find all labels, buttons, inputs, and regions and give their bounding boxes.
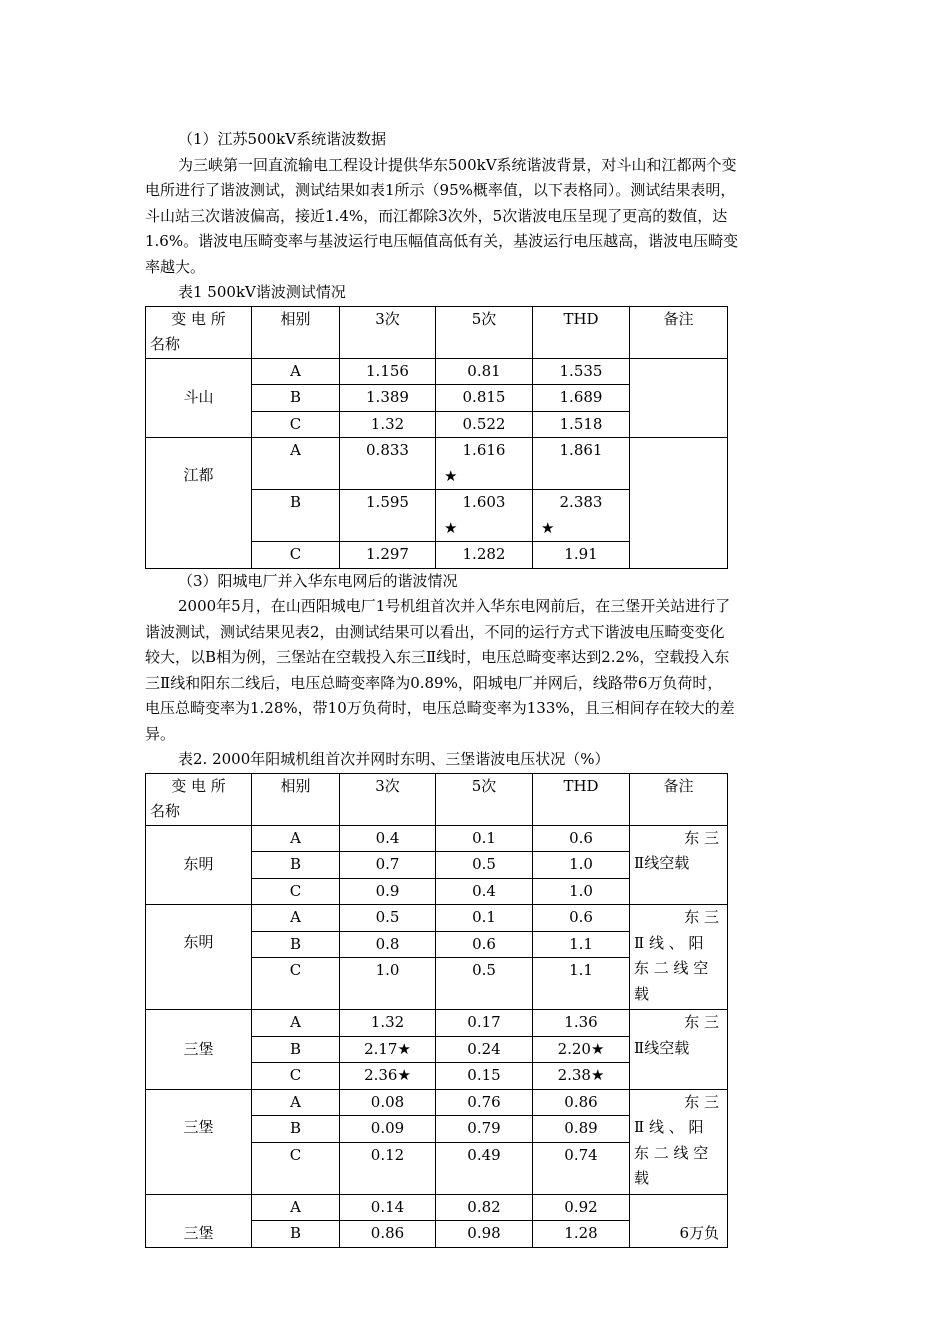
remark-cell: 东 三 Ⅱ 线 、 阳 东 二 线 空 载: [630, 905, 728, 1010]
section1-para-line: 斗山站三次谐波偏高，接近1.4%，而江都除3次外，5次谐波电压呈现了更高的数值，达: [145, 206, 728, 225]
header-phase: 相别: [252, 306, 340, 358]
thd-cell: 1.1: [533, 931, 630, 958]
table-row: [146, 825, 728, 852]
h3-cell: 0.8: [340, 931, 436, 958]
h5-cell: 0.5: [436, 852, 533, 879]
station-name: 江都: [146, 438, 252, 569]
phase-cell: A: [252, 1010, 340, 1037]
thd-cell: 0.89: [533, 1116, 630, 1143]
station-name: 三堡: [146, 1010, 252, 1090]
h5-cell: 0.81: [436, 358, 533, 385]
thd-cell: 2.383 ★: [533, 490, 630, 542]
header-5th: 5次: [436, 773, 533, 825]
thd-cell: 1.0: [533, 852, 630, 879]
table-header-row: [146, 306, 728, 358]
phase-cell: C: [252, 958, 340, 1010]
phase-cell: B: [252, 385, 340, 412]
h3-cell: 1.297: [340, 542, 436, 569]
h5-cell: 1.603 ★: [436, 490, 533, 542]
thd-cell: 0.6: [533, 825, 630, 852]
h5-cell: 0.815: [436, 385, 533, 412]
remark-cell: 东 三 Ⅱ线空载: [630, 1010, 728, 1090]
remark-cell: 东 三 Ⅱ 线 、 阳 东 二 线 空 载: [630, 1089, 728, 1194]
h3-cell: 0.14: [340, 1194, 436, 1221]
station-name: 三堡: [146, 1089, 252, 1194]
thd-cell: 2.38★: [533, 1063, 630, 1090]
section3-para-line: 电压总畸变率为1.28%，带10万负荷时，电压总畸变率为133%，且三相间存在较大的差: [145, 699, 735, 717]
h3-cell: 1.389: [340, 385, 436, 412]
table-row: [146, 438, 728, 490]
phase-cell: B: [252, 490, 340, 542]
h5-cell: 0.1: [436, 825, 533, 852]
header-station-name: 变 电 所 名称: [146, 773, 252, 825]
h5-cell: 0.17: [436, 1010, 533, 1037]
header-remark: 备注: [630, 773, 728, 825]
table-row: [146, 1089, 728, 1116]
phase-cell: A: [252, 1194, 340, 1221]
phase-cell: A: [252, 438, 340, 490]
table-header-row: [146, 773, 728, 825]
h3-cell: 0.9: [340, 878, 436, 905]
thd-cell: 0.6: [533, 905, 630, 932]
phase-cell: A: [252, 825, 340, 852]
h3-cell: 0.12: [340, 1142, 436, 1194]
table1: [145, 306, 728, 569]
h5-cell: 0.4: [436, 878, 533, 905]
header-thd: THD: [533, 306, 630, 358]
thd-cell: 1.689: [533, 385, 630, 412]
phase-cell: C: [252, 1063, 340, 1090]
h3-cell: 0.4: [340, 825, 436, 852]
remark-cell: [630, 438, 728, 569]
thd-cell: 0.86: [533, 1089, 630, 1116]
phase-cell: B: [252, 1221, 340, 1248]
h3-cell: 2.17★: [340, 1036, 436, 1063]
star-mark: ★: [444, 518, 458, 537]
thd-cell: 1.0: [533, 878, 630, 905]
h5-cell: 0.1: [436, 905, 533, 932]
phase-cell: A: [252, 1089, 340, 1116]
section3-para-line: 较大，以B相为例，三堡站在空载投入东三Ⅱ线时，电压总畸变率达到2.2%，空载投入东: [145, 648, 730, 666]
h5-cell: 0.76: [436, 1089, 533, 1116]
thd-cell: 1.91: [533, 542, 630, 569]
h3-cell: 2.36★: [340, 1063, 436, 1090]
section1-para-line: 电所进行了谐波测试，测试结果如表1所示（95%概率值，以下表格同）。测试结果表明，: [145, 181, 736, 199]
thd-cell: 1.861: [533, 438, 630, 490]
thd-cell: 1.1: [533, 958, 630, 1010]
h5-cell: 1.616 ★: [436, 438, 533, 490]
section3-para-line: 三Ⅱ线和阳东二线后，电压总畸变率降为0.89%，阳城电厂并网后，线路带6万负荷时，: [145, 673, 723, 692]
h5-cell: 0.49: [436, 1142, 533, 1194]
phase-cell: B: [252, 1116, 340, 1143]
phase-cell: C: [252, 542, 340, 569]
h3-cell: 0.5: [340, 905, 436, 932]
table-row: [146, 905, 728, 932]
h5-cell: 0.5: [436, 958, 533, 1010]
h3-cell: 1.32: [340, 411, 436, 438]
star-mark: ★: [541, 518, 555, 537]
thd-cell: 1.518: [533, 411, 630, 438]
phase-cell: B: [252, 1036, 340, 1063]
section3-para-line: 2000年5月，在山西阳城电厂1号机组首次并入华东电网前后，在三堡开关站进行了: [178, 597, 731, 615]
station-name: 东明: [146, 825, 252, 905]
section3-para-line: 谐波测试，测试结果见表2，由测试结果可以看出，不同的运行方式下谐波电压畸变变化: [145, 622, 725, 641]
table-row: [146, 1194, 728, 1221]
h3-cell: 0.09: [340, 1116, 436, 1143]
remark-cell: [630, 358, 728, 438]
thd-cell: 1.535: [533, 358, 630, 385]
table-row: [146, 1010, 728, 1037]
header-station-name: 变 电 所 名称: [146, 306, 252, 358]
h3-cell: 0.86: [340, 1221, 436, 1248]
header-3rd: 3次: [340, 306, 436, 358]
document-page: [145, 127, 820, 1248]
station-name: 斗山: [146, 358, 252, 438]
h5-cell: 0.6: [436, 931, 533, 958]
remark-cell: 6万负: [630, 1194, 728, 1247]
h5-cell: 0.98: [436, 1221, 533, 1248]
phase-cell: B: [252, 931, 340, 958]
thd-cell: 0.74: [533, 1142, 630, 1194]
header-3rd: 3次: [340, 773, 436, 825]
header-phase: 相别: [252, 773, 340, 825]
h5-cell: 0.79: [436, 1116, 533, 1143]
h5-cell: 0.82: [436, 1194, 533, 1221]
phase-cell: C: [252, 878, 340, 905]
phase-cell: B: [252, 852, 340, 879]
remark-cell: 东 三 Ⅱ线空载: [630, 825, 728, 905]
section3-heading: （3）阳城电厂并入华东电网后的谐波情况: [178, 571, 458, 590]
thd-cell: 2.20★: [533, 1036, 630, 1063]
thd-cell: 0.92: [533, 1194, 630, 1221]
table-row: [146, 358, 728, 385]
station-name: 东明: [146, 905, 252, 1010]
section1-para-line: 为三峡第一回直流输电工程设计提供华东500kV系统谐波背景，对斗山和江都两个变: [178, 155, 737, 174]
station-name: 三堡: [146, 1194, 252, 1247]
phase-cell: A: [252, 905, 340, 932]
phase-cell: A: [252, 358, 340, 385]
h5-cell: 1.282: [436, 542, 533, 569]
section3-para-line: 异。: [145, 724, 176, 743]
h3-cell: 0.7: [340, 852, 436, 879]
table1-caption: 表1 500kV谐波测试情况: [178, 283, 346, 301]
h3-cell: 1.0: [340, 958, 436, 1010]
phase-cell: C: [252, 411, 340, 438]
section1-para-line: 1.6%。谐波电压畸变率与基波运行电压幅值高低有关，基波运行电压越高，谐波电压畸变: [145, 232, 739, 250]
header-remark: 备注: [630, 306, 728, 358]
h5-cell: 0.24: [436, 1036, 533, 1063]
star-mark: ★: [444, 466, 458, 485]
h3-cell: 1.156: [340, 358, 436, 385]
thd-cell: 1.28: [533, 1221, 630, 1248]
table2-caption: 表2. 2000年阳城机组首次并网时东明、三堡谐波电压状况（%）: [178, 750, 610, 768]
h5-cell: 0.522: [436, 411, 533, 438]
table2: [145, 773, 728, 1248]
section1-para-line: 率越大。: [145, 257, 206, 276]
h5-cell: 0.15: [436, 1063, 533, 1090]
h3-cell: 1.32: [340, 1010, 436, 1037]
h3-cell: 0.833: [340, 438, 436, 490]
section1-heading: （1）江苏500kV系统谐波数据: [178, 130, 387, 148]
h3-cell: 0.08: [340, 1089, 436, 1116]
header-5th: 5次: [436, 306, 533, 358]
thd-cell: 1.36: [533, 1010, 630, 1037]
h3-cell: 1.595: [340, 490, 436, 542]
phase-cell: C: [252, 1142, 340, 1194]
header-thd: THD: [533, 773, 630, 825]
